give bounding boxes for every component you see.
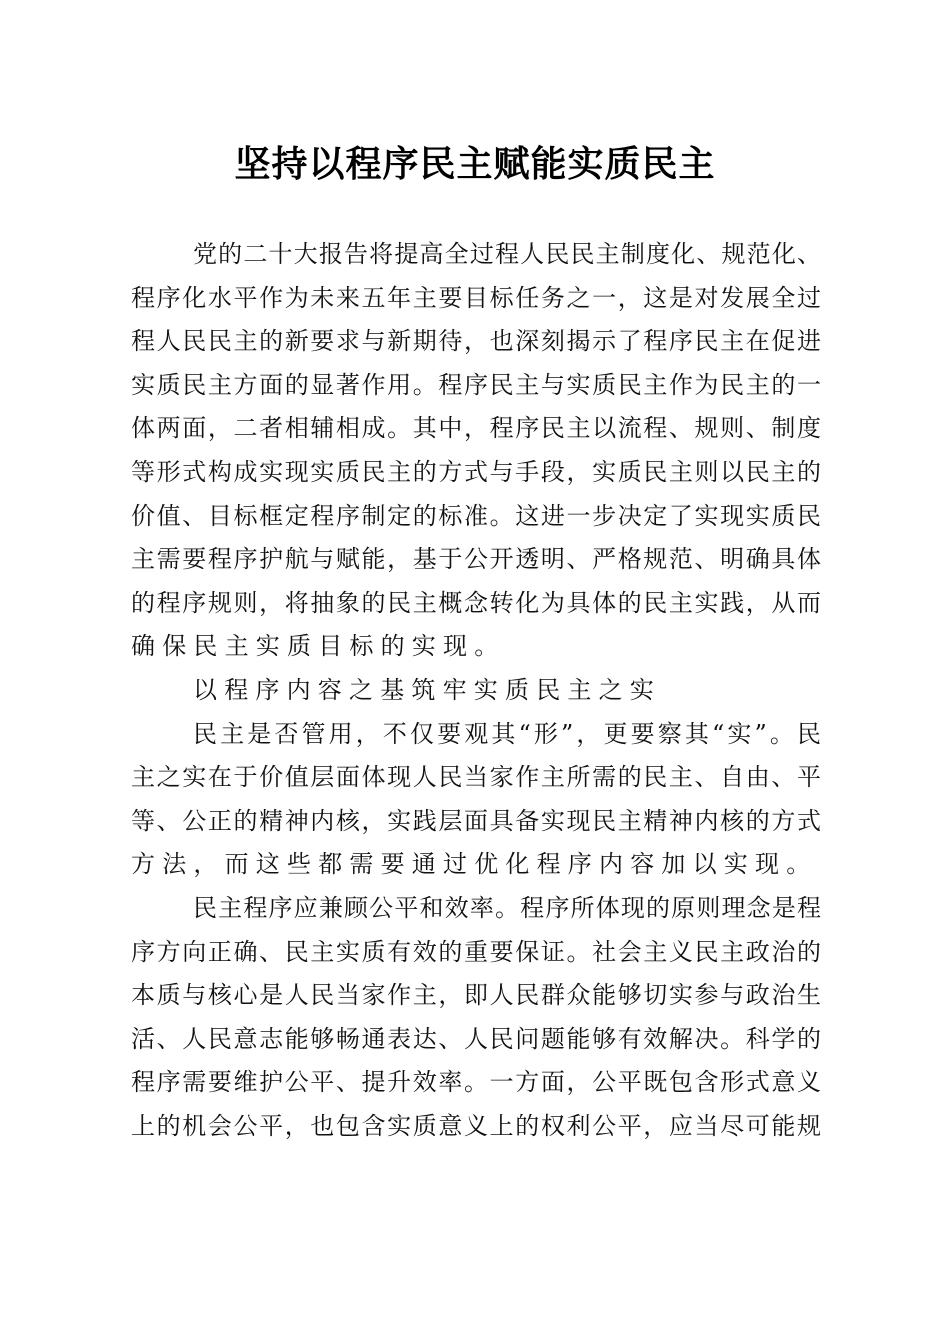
text-line: 方法，而这些都需要通过优化程序内容加以实现。 [131, 850, 818, 879]
text-line: 民主程序应兼顾公平和效率。程序所体现的原则理念是程 [193, 893, 821, 922]
text-line: 程序需要维护公平、提升效率。一方面，公平既包含形式意义 [131, 1068, 821, 1097]
text-line: 价值、目标框定程序制定的标准。这进一步决定了实现实质民 [131, 501, 821, 530]
text-line: 程序化水平作为未来五年主要目标任务之一，这是对发展全过 [131, 283, 821, 312]
text-line: 等、公正的精神内核，实践层面具备实现民主精神内核的方式 [131, 806, 821, 835]
text-line: 党的二十大报告将提高全过程人民民主制度化、规范化、 [193, 240, 821, 268]
text-line: 确保民主实质目标的实现。 [131, 632, 506, 661]
document-body [131, 233, 821, 1148]
text-line: 等形式构成实现实质民主的方式与手段，实质民主则以民主的 [131, 457, 821, 486]
text-line: 的程序规则，将抽象的民主概念转化为具体的民主实践，从而 [131, 588, 821, 617]
text-line: 主之实在于价值层面体现人民当家作主所需的民主、自由、平 [131, 763, 821, 792]
paragraph [131, 233, 821, 669]
document-title: 坚持以程序民主赋能实质民主 [234, 143, 716, 185]
paragraph [131, 887, 821, 1149]
text-line: 体两面，二者相辅相成。其中，程序民主以流程、规则、制度 [131, 414, 821, 443]
text-line: 序方向正确、民主实质有效的重要保证。社会主义民主政治的 [131, 937, 821, 966]
paragraph [131, 713, 821, 887]
text-line: 以程序内容之基筑牢实质民主之实 [193, 675, 661, 704]
text-line: 民主是否管用，不仅要观其“形”，更要察其“实”。民 [193, 719, 821, 748]
text-line: 本质与核心是人民当家作主，即人民群众能够切实参与政治生 [131, 981, 821, 1010]
text-line: 实质民主方面的显著作用。程序民主与实质民主作为民主的一 [131, 370, 821, 399]
text-line: 上的机会公平，也包含实质意义上的权利公平，应当尽可能规 [131, 1111, 821, 1140]
text-line: 主需要程序护航与赋能，基于公开透明、严格规范、明确具体 [131, 545, 821, 574]
text-line: 活、人民意志能够畅通表达、人民问题能够有效解决。科学的 [131, 1024, 821, 1053]
section-heading [131, 669, 821, 713]
text-line: 程人民民主的新要求与新期待，也深刻揭示了程序民主在促进 [131, 327, 821, 356]
